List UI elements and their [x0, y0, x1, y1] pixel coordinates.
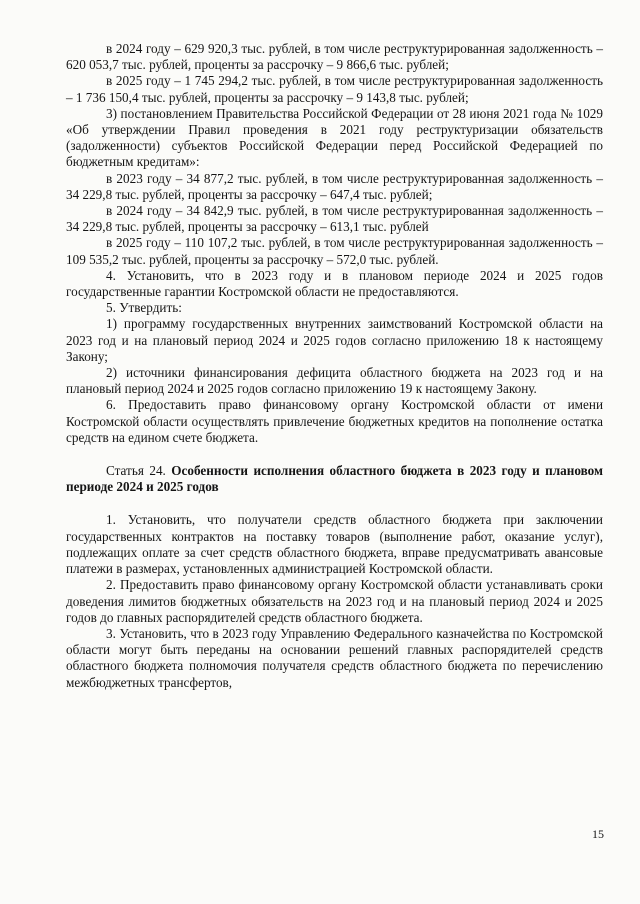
article-title: Особенности исполнения областного бюджета в 2023 году и плановом периоде 2024 и 2025 годов	[66, 463, 603, 495]
paragraph: 5. Утвердить:	[106, 300, 182, 316]
paragraph: 2) источники финансирования дефицита областного бюджета на 2023 год и на плановый период 2024 и 2025 годов согласно приложению 19 к настоящему Закону.	[66, 365, 603, 397]
paragraph: 3) постановлением Правительства Российской Федерации от 28 июня 2021 года № 1029 «Об утверждении Правил проведения в 2021 году реструктуризации обязательств (задолженности) субъектов Российской Федерации перед Российской Федерацией по бюджетным кредитам»:	[66, 105, 603, 170]
spacer	[66, 495, 603, 512]
page-number: 15	[592, 827, 604, 841]
paragraph: 1. Установить, что получатели средств областного бюджета при заключении государственных контрактов на поставку товаров (выполнение работ, оказание услуг), подлежащих оплате за счет средств областного бюджета, вправе предусматривать авансовые платежи в размерах, установленных администрацией Костромской области.	[66, 512, 603, 577]
document-body	[66, 41, 603, 691]
article-prefix: Статья 24.	[106, 463, 166, 479]
paragraph: в 2025 году – 110 107,2 тыс. рублей, в том числе реструктурированная задолженность – 109 535,2 тыс. рублей, проценты за рассрочку – 572,0 тыс. рублей.	[66, 235, 603, 267]
paragraph: в 2024 году – 629 920,3 тыс. рублей, в том числе реструктурированная задолженность – 620 053,7 тыс. рублей, проценты за рассрочку – 9 866,6 тыс. рублей;	[66, 41, 603, 73]
paragraph: в 2023 году – 34 877,2 тыс. рублей, в том числе реструктурированная задолженность – 34 229,8 тыс. рублей, проценты за рассрочку – 647,4 тыс. рублей;	[66, 170, 603, 202]
article-heading	[66, 463, 603, 495]
paragraph: в 2024 году – 34 842,9 тыс. рублей, в том числе реструктурированная задолженность – 34 229,8 тыс. рублей, проценты за рассрочку – 613,1 тыс. рублей	[66, 203, 603, 235]
paragraph: 2. Предоставить право финансовому органу Костромской области устанавливать сроки доведения лимитов бюджетных обязательств на 2023 год и на плановый период 2024 и 2025 годов до главных распорядителей средств областного бюджета.	[66, 577, 603, 625]
paragraph: 6. Предоставить право финансовому органу Костромской области от имени Костромской области осуществлять привлечение бюджетных кредитов на пополнение остатка средств на едином счете бюджета.	[66, 397, 603, 445]
paragraph: в 2025 году – 1 745 294,2 тыс. рублей, в том числе реструктурированная задолженность – 1 736 150,4 тыс. рублей, проценты за рассрочку – 9 143,8 тыс. рублей;	[66, 73, 603, 105]
paragraph: 3. Установить, что в 2023 году Управлению Федерального казначейства по Костромской области могут быть переданы на основании решений главных распорядителей средств областного бюджета полномочия получателя средств областного бюджета по перечислению межбюджетных трансфертов,	[66, 625, 603, 690]
paragraph: 1) программу государственных внутренних заимствований Костромской области на 2023 год и на плановый период 2024 и 2025 годов согласно приложению 18 к настоящему Закону;	[66, 316, 603, 364]
paragraph: 4. Установить, что в 2023 году и в плановом периоде 2024 и 2025 годов государственные гарантии Костромской области не предоставляются.	[66, 267, 603, 300]
spacer	[66, 446, 603, 463]
